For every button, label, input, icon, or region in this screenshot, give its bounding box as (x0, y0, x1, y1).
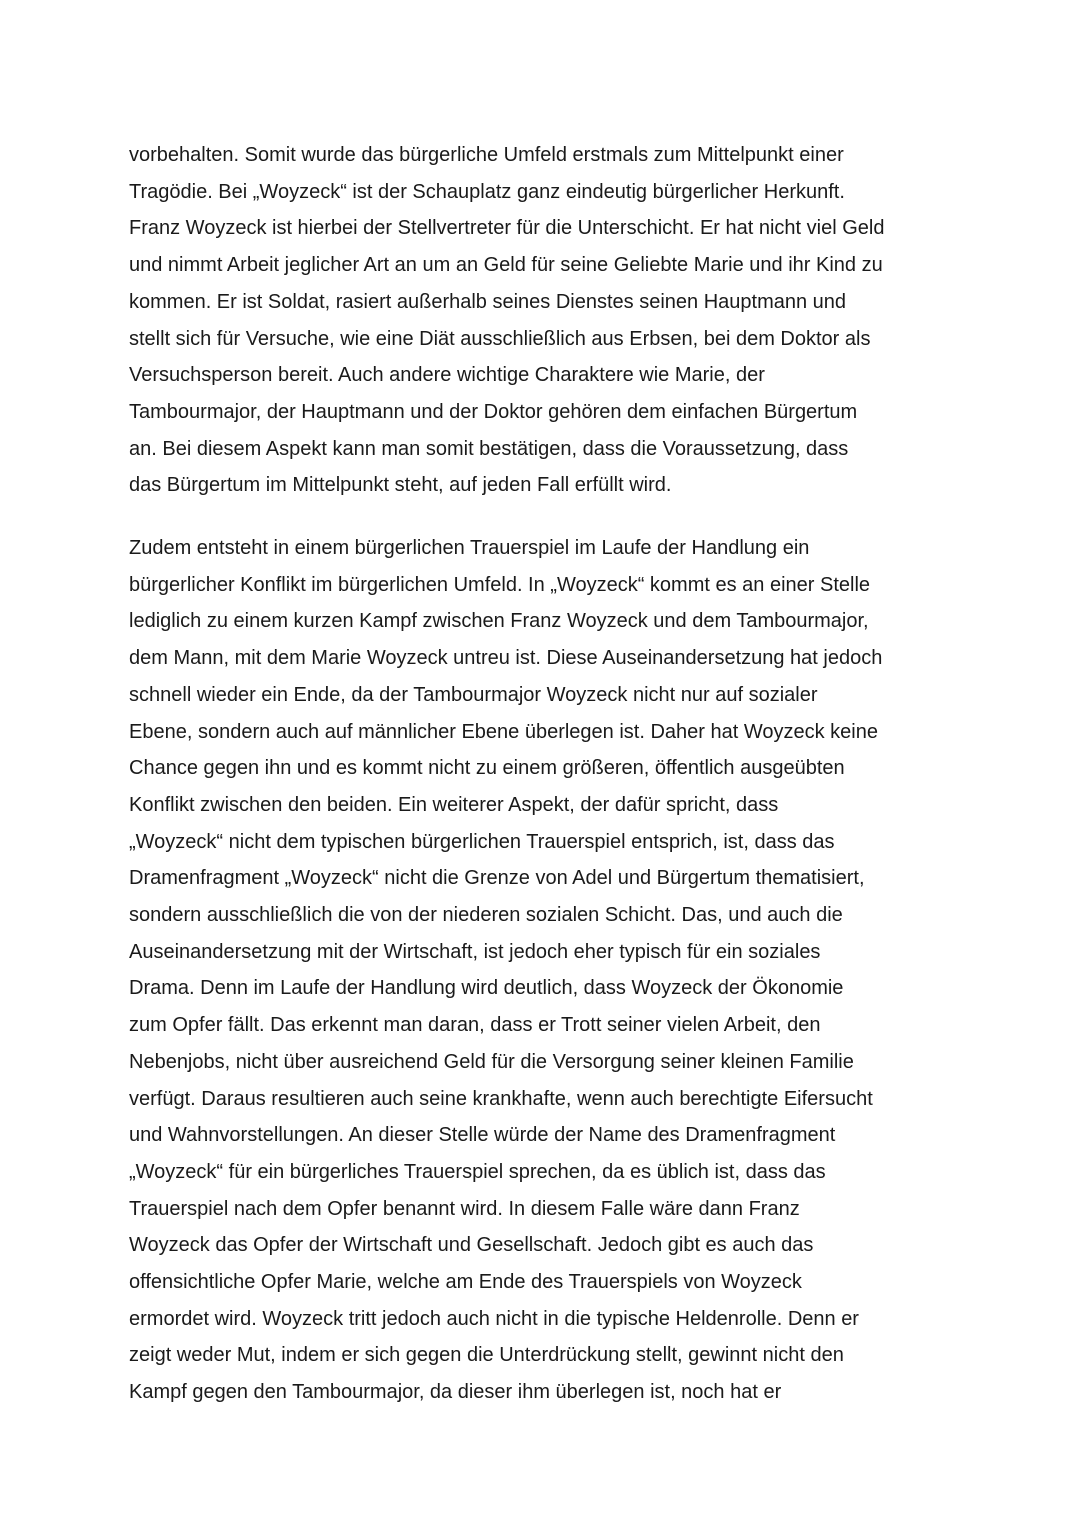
text-line: „Woyzeck“ für ein bürgerliches Trauerspiel sprechen, da es üblich ist, dass das (129, 1160, 826, 1183)
paragraph-2 (129, 530, 989, 1411)
text-line: Tambourmajor, der Hauptmann und der Doktor gehören dem einfachen Bürgertum (129, 400, 858, 423)
text-line: Kampf gegen den Tambourmajor, da dieser ihm überlegen ist, noch hat er (129, 1381, 782, 1404)
text-line: lediglich zu einem kurzen Kampf zwischen Franz Woyzeck und dem Tambourmajor, (129, 610, 869, 633)
text-line: bürgerlicher Konflikt im bürgerlichen Umfeld. In „Woyzeck“ kommt es an einer Stelle (129, 573, 871, 596)
text-line: kommen. Er ist Soldat, rasiert außerhalb seines Dienstes seinen Hauptmann und (129, 290, 847, 313)
text-line: an. Bei diesem Aspekt kann man somit bestätigen, dass die Voraussetzung, dass (129, 437, 849, 460)
text-line: verfügt. Daraus resultieren auch seine krankhafte, wenn auch berechtigte Eifersucht (129, 1087, 873, 1110)
text-line: Konflikt zwischen den beiden. Ein weiterer Aspekt, der dafür spricht, dass (129, 793, 779, 816)
text-line: schnell wieder ein Ende, da der Tambourmajor Woyzeck nicht nur auf sozialer (129, 683, 818, 706)
paragraph-1 (129, 137, 989, 504)
text-line: zum Opfer fällt. Das erkennt man daran, dass er Trott seiner vielen Arbeit, den (129, 1014, 821, 1037)
text-line: Ebene, sondern auch auf männlicher Ebene überlegen ist. Daher hat Woyzeck keine (129, 720, 878, 743)
text-line: Auseinandersetzung mit der Wirtschaft, ist jedoch eher typisch für ein soziales (129, 940, 821, 963)
text-line: Nebenjobs, nicht über ausreichend Geld für die Versorgung seiner kleinen Familie (129, 1050, 854, 1073)
text-line: und nimmt Arbeit jeglicher Art an um an Geld für seine Geliebte Marie und ihr Kind zu (129, 254, 883, 277)
text-line: Woyzeck das Opfer der Wirtschaft und Gesellschaft. Jedoch gibt es auch das (129, 1234, 814, 1257)
text-line: offensichtliche Opfer Marie, welche am Ende des Trauerspiels von Woyzeck (129, 1271, 802, 1294)
text-line: „Woyzeck“ nicht dem typischen bürgerlichen Trauerspiel entsprich, ist, dass das (129, 830, 835, 853)
text-line: Versuchsperson bereit. Auch andere wichtige Charaktere wie Marie, der (129, 364, 765, 387)
text-line: ermordet wird. Woyzeck tritt jedoch auch nicht in die typische Heldenrolle. Denn er (129, 1307, 859, 1330)
text-line: Trauerspiel nach dem Opfer benannt wird. In diesem Falle wäre dann Franz (129, 1197, 800, 1220)
text-line: Chance gegen ihn und es kommt nicht zu einem größeren, öffentlich ausgeübten (129, 757, 845, 780)
text-line: stellt sich für Versuche, wie eine Diät ausschließlich aus Erbsen, bei dem Doktor als (129, 327, 871, 350)
text-line: Drama. Denn im Laufe der Handlung wird deutlich, dass Woyzeck der Ökonomie (129, 977, 844, 1000)
text-line: Tragödie. Bei „Woyzeck“ ist der Schauplatz ganz eindeutig bürgerlicher Herkunft. (129, 180, 845, 203)
text-line: dem Mann, mit dem Marie Woyzeck untreu ist. Diese Auseinandersetzung hat jedoch (129, 647, 883, 670)
text-line: sondern ausschließlich die von der niederen sozialen Schicht. Das, und auch die (129, 904, 843, 927)
text-line: zeigt weder Mut, indem er sich gegen die Unterdrückung stellt, gewinnt nicht den (129, 1344, 844, 1367)
text-line: vorbehalten. Somit wurde das bürgerliche Umfeld erstmals zum Mittelpunkt einer (129, 144, 844, 166)
text-line: das Bürgertum im Mittelpunkt steht, auf jeden Fall erfüllt wird. (129, 474, 672, 497)
text-line: Zudem entsteht in einem bürgerlichen Trauerspiel im Laufe der Handlung ein (129, 537, 810, 559)
text-line: und Wahnvorstellungen. An dieser Stelle würde der Name des Dramenfragment (129, 1124, 836, 1147)
text-line: Franz Woyzeck ist hierbei der Stellvertreter für die Unterschicht. Er hat nicht viel Geld (129, 217, 885, 240)
text-line: Dramenfragment „Woyzeck“ nicht die Grenze von Adel und Bürgertum thematisiert, (129, 867, 865, 890)
